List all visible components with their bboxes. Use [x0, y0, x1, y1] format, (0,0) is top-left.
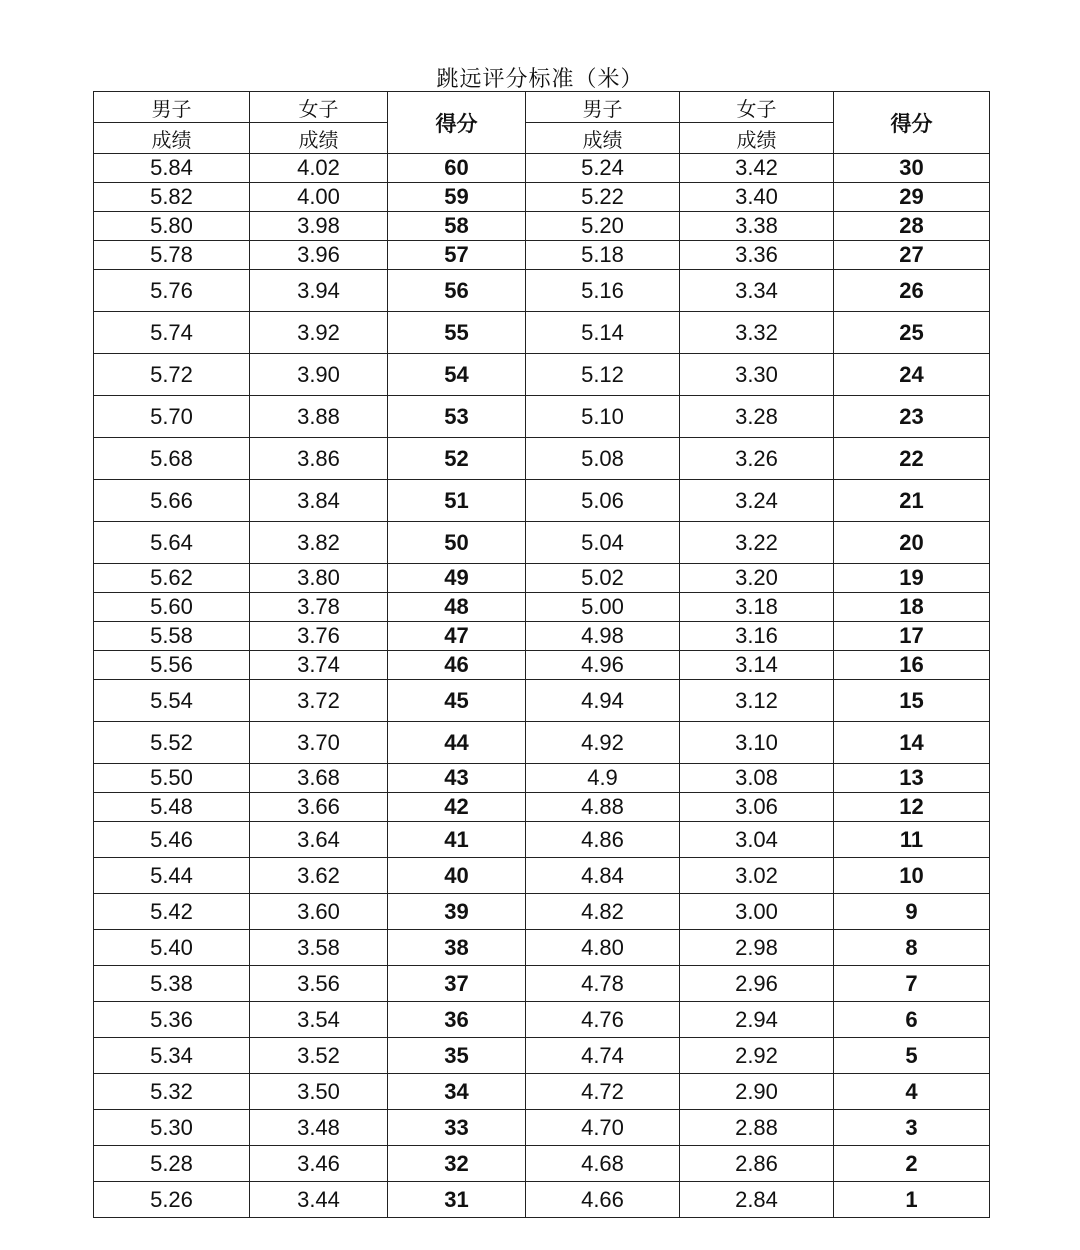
score-cell: 18	[834, 593, 990, 622]
female-result-cell: 3.18	[680, 593, 834, 622]
score-cell: 3	[834, 1110, 990, 1146]
male-result-cell: 4.86	[526, 822, 680, 858]
male-result-cell: 5.28	[94, 1146, 250, 1182]
female-result-cell: 2.84	[680, 1182, 834, 1218]
female-result-cell: 3.84	[250, 480, 388, 522]
male-result-cell: 5.26	[94, 1182, 250, 1218]
table-row	[94, 183, 990, 212]
score-cell: 49	[388, 564, 526, 593]
male-result-cell: 5.58	[94, 622, 250, 651]
female-result-cell: 3.78	[250, 593, 388, 622]
female-result-cell: 2.88	[680, 1110, 834, 1146]
score-cell: 54	[388, 354, 526, 396]
score-cell: 32	[388, 1146, 526, 1182]
male-result-cell: 5.18	[526, 241, 680, 270]
header-score-2: 得分	[834, 92, 990, 154]
header-female-result-1: 成绩	[250, 123, 388, 154]
table-row	[94, 438, 990, 480]
male-result-cell: 5.12	[526, 354, 680, 396]
table-row	[94, 593, 990, 622]
male-result-cell: 4.76	[526, 1002, 680, 1038]
female-result-cell: 3.96	[250, 241, 388, 270]
male-result-cell: 5.22	[526, 183, 680, 212]
male-result-cell: 5.82	[94, 183, 250, 212]
male-result-cell: 5.24	[526, 154, 680, 183]
male-result-cell: 5.64	[94, 522, 250, 564]
female-result-cell: 2.86	[680, 1146, 834, 1182]
male-result-cell: 5.72	[94, 354, 250, 396]
page-title: 跳远评分标准（米）	[436, 67, 644, 92]
score-cell: 24	[834, 354, 990, 396]
table-row	[94, 1182, 990, 1218]
female-result-cell: 3.40	[680, 183, 834, 212]
male-result-cell: 4.80	[526, 930, 680, 966]
female-result-cell: 3.36	[680, 241, 834, 270]
male-result-cell: 5.44	[94, 858, 250, 894]
female-result-cell: 3.60	[250, 894, 388, 930]
female-result-cell: 3.90	[250, 354, 388, 396]
female-result-cell: 3.34	[680, 270, 834, 312]
score-cell: 57	[388, 241, 526, 270]
female-result-cell: 3.88	[250, 396, 388, 438]
female-result-cell: 3.46	[250, 1146, 388, 1182]
score-cell: 42	[388, 793, 526, 822]
score-cell: 37	[388, 966, 526, 1002]
male-result-cell: 5.54	[94, 680, 250, 722]
table-row	[94, 966, 990, 1002]
score-cell: 59	[388, 183, 526, 212]
female-result-cell: 2.96	[680, 966, 834, 1002]
male-result-cell: 5.40	[94, 930, 250, 966]
male-result-cell: 5.04	[526, 522, 680, 564]
table-row	[94, 651, 990, 680]
table-row	[94, 930, 990, 966]
score-cell: 11	[834, 822, 990, 858]
score-cell: 8	[834, 930, 990, 966]
score-cell: 55	[388, 312, 526, 354]
score-cell: 22	[834, 438, 990, 480]
female-result-cell: 2.94	[680, 1002, 834, 1038]
male-result-cell: 5.70	[94, 396, 250, 438]
score-cell: 53	[388, 396, 526, 438]
female-result-cell: 3.52	[250, 1038, 388, 1074]
score-cell: 35	[388, 1038, 526, 1074]
female-result-cell: 3.98	[250, 212, 388, 241]
score-cell: 33	[388, 1110, 526, 1146]
male-result-cell: 4.66	[526, 1182, 680, 1218]
score-table	[93, 91, 990, 1218]
male-result-cell: 5.08	[526, 438, 680, 480]
male-result-cell: 4.96	[526, 651, 680, 680]
header-row-top	[94, 92, 990, 123]
male-result-cell: 4.78	[526, 966, 680, 1002]
male-result-cell: 5.10	[526, 396, 680, 438]
score-cell: 21	[834, 480, 990, 522]
male-result-cell: 5.34	[94, 1038, 250, 1074]
score-cell: 26	[834, 270, 990, 312]
table-row	[94, 396, 990, 438]
table-row	[94, 894, 990, 930]
female-result-cell: 3.24	[680, 480, 834, 522]
header-female-1: 女子	[250, 92, 388, 123]
score-cell: 30	[834, 154, 990, 183]
header-male-result-2: 成绩	[526, 123, 680, 154]
score-cell: 7	[834, 966, 990, 1002]
female-result-cell: 3.64	[250, 822, 388, 858]
female-result-cell: 2.98	[680, 930, 834, 966]
score-cell: 48	[388, 593, 526, 622]
header-male-result-1: 成绩	[94, 123, 250, 154]
score-cell: 20	[834, 522, 990, 564]
male-result-cell: 4.92	[526, 722, 680, 764]
score-cell: 44	[388, 722, 526, 764]
table-row	[94, 241, 990, 270]
female-result-cell: 2.90	[680, 1074, 834, 1110]
score-cell: 43	[388, 764, 526, 793]
table-row	[94, 1146, 990, 1182]
male-result-cell: 5.62	[94, 564, 250, 593]
female-result-cell: 2.92	[680, 1038, 834, 1074]
male-result-cell: 5.00	[526, 593, 680, 622]
male-result-cell: 5.80	[94, 212, 250, 241]
female-result-cell: 3.26	[680, 438, 834, 480]
female-result-cell: 3.08	[680, 764, 834, 793]
male-result-cell: 5.02	[526, 564, 680, 593]
male-result-cell: 5.48	[94, 793, 250, 822]
male-result-cell: 4.88	[526, 793, 680, 822]
male-result-cell: 4.68	[526, 1146, 680, 1182]
score-cell: 16	[834, 651, 990, 680]
female-result-cell: 3.14	[680, 651, 834, 680]
female-result-cell: 3.82	[250, 522, 388, 564]
male-result-cell: 4.9	[526, 764, 680, 793]
female-result-cell: 3.02	[680, 858, 834, 894]
header-male-2: 男子	[526, 92, 680, 123]
table-row	[94, 722, 990, 764]
male-result-cell: 5.38	[94, 966, 250, 1002]
table-row	[94, 270, 990, 312]
female-result-cell: 3.04	[680, 822, 834, 858]
male-result-cell: 5.56	[94, 651, 250, 680]
female-result-cell: 3.72	[250, 680, 388, 722]
male-result-cell: 5.60	[94, 593, 250, 622]
score-cell: 56	[388, 270, 526, 312]
score-cell: 39	[388, 894, 526, 930]
female-result-cell: 3.66	[250, 793, 388, 822]
score-cell: 52	[388, 438, 526, 480]
score-cell: 27	[834, 241, 990, 270]
female-result-cell: 3.06	[680, 793, 834, 822]
header-female-result-2: 成绩	[680, 123, 834, 154]
female-result-cell: 3.56	[250, 966, 388, 1002]
female-result-cell: 3.20	[680, 564, 834, 593]
male-result-cell: 4.84	[526, 858, 680, 894]
female-result-cell: 3.10	[680, 722, 834, 764]
female-result-cell: 3.74	[250, 651, 388, 680]
table-row	[94, 1110, 990, 1146]
score-cell: 29	[834, 183, 990, 212]
score-cell: 31	[388, 1182, 526, 1218]
score-cell: 4	[834, 1074, 990, 1110]
female-result-cell: 3.54	[250, 1002, 388, 1038]
score-cell: 41	[388, 822, 526, 858]
table-row	[94, 522, 990, 564]
score-table-body	[94, 154, 990, 1218]
score-cell: 34	[388, 1074, 526, 1110]
score-cell: 5	[834, 1038, 990, 1074]
table-row	[94, 480, 990, 522]
female-result-cell: 3.92	[250, 312, 388, 354]
female-result-cell: 3.62	[250, 858, 388, 894]
table-row	[94, 822, 990, 858]
male-result-cell: 4.94	[526, 680, 680, 722]
score-cell: 46	[388, 651, 526, 680]
male-result-cell: 5.76	[94, 270, 250, 312]
male-result-cell: 5.78	[94, 241, 250, 270]
female-result-cell: 3.00	[680, 894, 834, 930]
score-cell: 23	[834, 396, 990, 438]
female-result-cell: 3.12	[680, 680, 834, 722]
female-result-cell: 3.48	[250, 1110, 388, 1146]
female-result-cell: 3.28	[680, 396, 834, 438]
male-result-cell: 5.14	[526, 312, 680, 354]
male-result-cell: 5.20	[526, 212, 680, 241]
female-result-cell: 4.00	[250, 183, 388, 212]
male-result-cell: 5.32	[94, 1074, 250, 1110]
female-result-cell: 3.30	[680, 354, 834, 396]
female-result-cell: 3.50	[250, 1074, 388, 1110]
female-result-cell: 3.94	[250, 270, 388, 312]
male-result-cell: 5.74	[94, 312, 250, 354]
female-result-cell: 3.32	[680, 312, 834, 354]
male-result-cell: 5.52	[94, 722, 250, 764]
male-result-cell: 5.84	[94, 154, 250, 183]
table-row	[94, 680, 990, 722]
female-result-cell: 4.02	[250, 154, 388, 183]
female-result-cell: 3.44	[250, 1182, 388, 1218]
table-row	[94, 354, 990, 396]
score-cell: 2	[834, 1146, 990, 1182]
female-result-cell: 3.38	[680, 212, 834, 241]
male-result-cell: 5.50	[94, 764, 250, 793]
score-cell: 9	[834, 894, 990, 930]
male-result-cell: 4.74	[526, 1038, 680, 1074]
female-result-cell: 3.80	[250, 564, 388, 593]
header-score-1: 得分	[388, 92, 526, 154]
male-result-cell: 5.36	[94, 1002, 250, 1038]
male-result-cell: 5.68	[94, 438, 250, 480]
male-result-cell: 4.98	[526, 622, 680, 651]
male-result-cell: 5.06	[526, 480, 680, 522]
female-result-cell: 3.22	[680, 522, 834, 564]
table-row	[94, 154, 990, 183]
male-result-cell: 5.42	[94, 894, 250, 930]
table-row	[94, 564, 990, 593]
score-cell: 40	[388, 858, 526, 894]
table-row	[94, 212, 990, 241]
female-result-cell: 3.16	[680, 622, 834, 651]
score-cell: 25	[834, 312, 990, 354]
header-female-2: 女子	[680, 92, 834, 123]
score-cell: 28	[834, 212, 990, 241]
female-result-cell: 3.70	[250, 722, 388, 764]
score-cell: 47	[388, 622, 526, 651]
score-cell: 14	[834, 722, 990, 764]
female-result-cell: 3.42	[680, 154, 834, 183]
female-result-cell: 3.76	[250, 622, 388, 651]
score-cell: 15	[834, 680, 990, 722]
score-cell: 60	[388, 154, 526, 183]
header-male-1: 男子	[94, 92, 250, 123]
score-cell: 13	[834, 764, 990, 793]
score-cell: 1	[834, 1182, 990, 1218]
male-result-cell: 5.46	[94, 822, 250, 858]
score-cell: 50	[388, 522, 526, 564]
score-cell: 10	[834, 858, 990, 894]
score-cell: 12	[834, 793, 990, 822]
table-row	[94, 622, 990, 651]
table-row	[94, 1038, 990, 1074]
female-result-cell: 3.68	[250, 764, 388, 793]
table-row	[94, 764, 990, 793]
table-row	[94, 793, 990, 822]
score-cell: 19	[834, 564, 990, 593]
score-cell: 58	[388, 212, 526, 241]
score-cell: 38	[388, 930, 526, 966]
male-result-cell: 5.16	[526, 270, 680, 312]
score-cell: 6	[834, 1002, 990, 1038]
table-row	[94, 1074, 990, 1110]
score-cell: 36	[388, 1002, 526, 1038]
score-cell: 45	[388, 680, 526, 722]
male-result-cell: 5.30	[94, 1110, 250, 1146]
score-cell: 51	[388, 480, 526, 522]
table-row	[94, 312, 990, 354]
male-result-cell: 4.72	[526, 1074, 680, 1110]
male-result-cell: 4.70	[526, 1110, 680, 1146]
score-cell: 17	[834, 622, 990, 651]
table-row	[94, 1002, 990, 1038]
male-result-cell: 4.82	[526, 894, 680, 930]
table-row	[94, 858, 990, 894]
female-result-cell: 3.86	[250, 438, 388, 480]
female-result-cell: 3.58	[250, 930, 388, 966]
male-result-cell: 5.66	[94, 480, 250, 522]
